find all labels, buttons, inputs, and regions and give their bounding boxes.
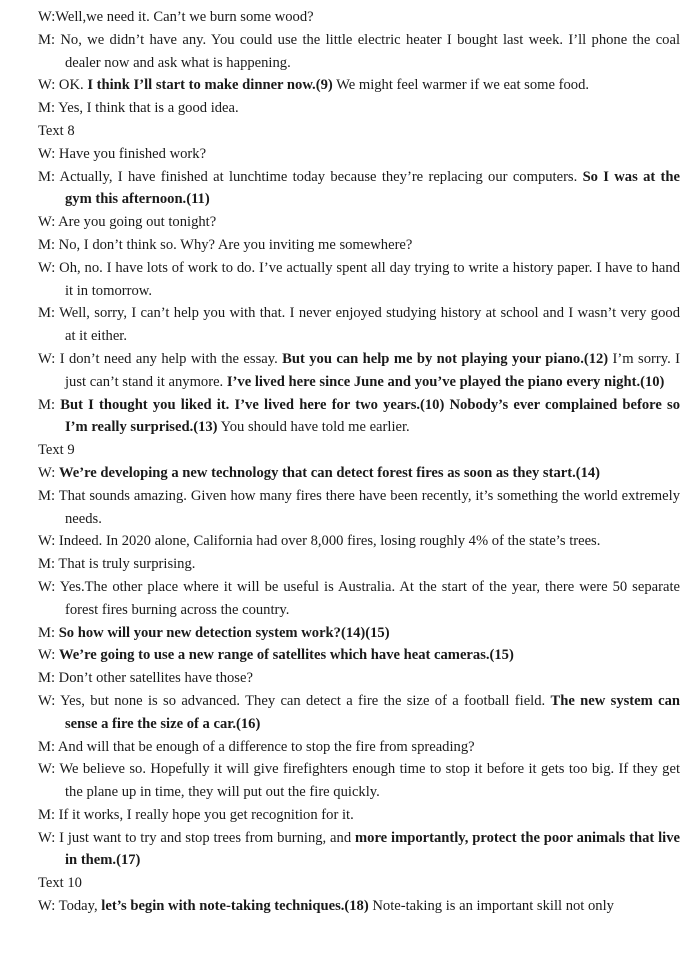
bold-text-segment: more importantly, protect the poor animals that live in them.(17): [65, 829, 680, 869]
text-segment: We might feel warmer if we eat some food.: [332, 77, 590, 94]
section-heading: [38, 120, 680, 143]
dialogue-line: [38, 758, 680, 804]
dialogue-line: [38, 74, 680, 97]
text-segment: M: Well, sorry, I can’t help you with that. I never enjoyed studying history at school and I wasn’t very good at it either.: [38, 305, 680, 345]
text-segment: M: That sounds amazing. Given how many fires there have been recently, it’s something the world extremely needs.: [38, 487, 680, 527]
dialogue-line: [38, 348, 680, 394]
text-segment: M: No, we didn’t have any. You could use the little electric heater I bought last week. I’ll phone the coal dealer now and ask what is happening.: [38, 31, 680, 71]
dialogue-line: [38, 166, 680, 212]
dialogue-line: [38, 895, 680, 918]
dialogue-line: [38, 302, 680, 348]
bold-text-segment: I’ve lived here since June and you’ve played the piano every night.(10): [226, 373, 665, 390]
text-segment: W: Have you finished work?: [38, 145, 207, 162]
dialogue-line: [38, 667, 680, 690]
dialogue-line: [38, 234, 680, 257]
dialogue-line: [38, 690, 680, 736]
text-segment: Text 10: [38, 875, 82, 892]
text-segment: Text 8: [38, 122, 75, 139]
dialogue-line: [38, 97, 680, 120]
dialogue-line: [38, 143, 680, 166]
text-segment: M: No, I don’t think so. Why? Are you inviting me somewhere?: [38, 236, 413, 253]
bold-text-segment: We’re going to use a new range of satellites which have heat cameras.(15): [58, 647, 514, 664]
bold-text-segment: let’s begin with note-taking techniques.(18): [101, 898, 369, 915]
text-segment: W: Are you going out tonight?: [38, 214, 217, 231]
text-segment: W: Indeed. In 2020 alone, California had over 8,000 fires, losing roughly 4% of the state’s trees.: [38, 533, 601, 550]
bold-text-segment: The new system can sense a fire the size of a car.(16): [65, 692, 681, 732]
dialogue-line: [38, 211, 680, 234]
bold-text-segment: But you can help me by not playing your piano.(12): [282, 350, 609, 367]
text-segment: W:: [38, 464, 59, 481]
dialogue-line: [38, 736, 680, 759]
text-segment: W: I just want to try and stop trees from burning, and: [38, 829, 355, 846]
text-segment: Text 9: [38, 442, 75, 459]
dialogue-line: [38, 644, 680, 667]
section-heading: [38, 439, 680, 462]
dialogue-line: [38, 29, 680, 75]
text-segment: W: Yes.The other place where it will be useful is Australia. At the start of the year, there were 50 separate forest fires burning across the country.: [38, 578, 680, 618]
dialogue-line: [38, 804, 680, 827]
dialogue-line: [38, 553, 680, 576]
text-segment: You should have told me earlier.: [217, 419, 410, 436]
dialogue-line: [38, 576, 680, 622]
dialogue-line: [38, 462, 680, 485]
text-segment: M: That is truly surprising.: [38, 556, 196, 573]
text-segment: I’m sorry. I just can’t stand it anymore.: [65, 350, 680, 390]
text-segment: M: If it works, I really hope you get recognition for it.: [38, 806, 354, 823]
text-segment: W:Well,we need it. Can’t we burn some wood?: [38, 9, 314, 25]
text-segment: Note-taking is an important skill not only: [368, 898, 614, 915]
text-segment: W: Yes, but none is so advanced. They can detect a fire the size of a football field.: [38, 692, 551, 709]
text-segment: W: OK.: [38, 77, 88, 94]
text-segment: M: And will that be enough of a difference to stop the fire from spreading?: [38, 738, 475, 755]
section-heading: [38, 872, 680, 895]
dialogue-line: [38, 622, 680, 645]
text-segment: M:: [38, 624, 59, 641]
text-segment: W:: [38, 647, 59, 664]
bold-text-segment: So I was at the gym this afternoon.(11): [65, 168, 680, 208]
bold-text-segment: We’re developing a new technology that can detect forest fires as soon as they start.(14): [58, 464, 601, 481]
text-segment: W: I don’t need any help with the essay.: [38, 350, 283, 367]
text-segment: W: We believe so. Hopefully it will give firefighters enough time to stop it before it gets too big. If they get the plane up in time, they will put out the fire quickly.: [38, 761, 680, 801]
bold-text-segment: But I thought you liked it. I’ve lived here for two years.(10) Nobody’s ever complained before so I’m really surprised.(13): [60, 396, 680, 436]
text-segment: M:: [38, 396, 61, 413]
dialogue-line: [38, 827, 680, 873]
dialogue-line: [38, 485, 680, 531]
text-segment: M: Actually, I have finished at lunchtime today because they’re replacing our computers.: [38, 168, 583, 185]
bold-text-segment: I think I’ll start to make dinner now.(9): [87, 77, 333, 94]
dialogue-line: [38, 394, 680, 440]
text-segment: M: Yes, I think that is a good idea.: [38, 100, 239, 117]
bold-text-segment: So how will your new detection system work?(14)(15): [58, 624, 390, 641]
dialogue-line: [38, 530, 680, 553]
text-segment: M: Don’t other satellites have those?: [38, 670, 253, 687]
text-segment: W: Today,: [38, 898, 102, 915]
text-segment: W: Oh, no. I have lots of work to do. I’ve actually spent all day trying to write a history paper. I have to hand it in tomorrow.: [38, 259, 680, 299]
dialogue-line: [38, 6, 680, 29]
dialogue-line: [38, 257, 680, 303]
